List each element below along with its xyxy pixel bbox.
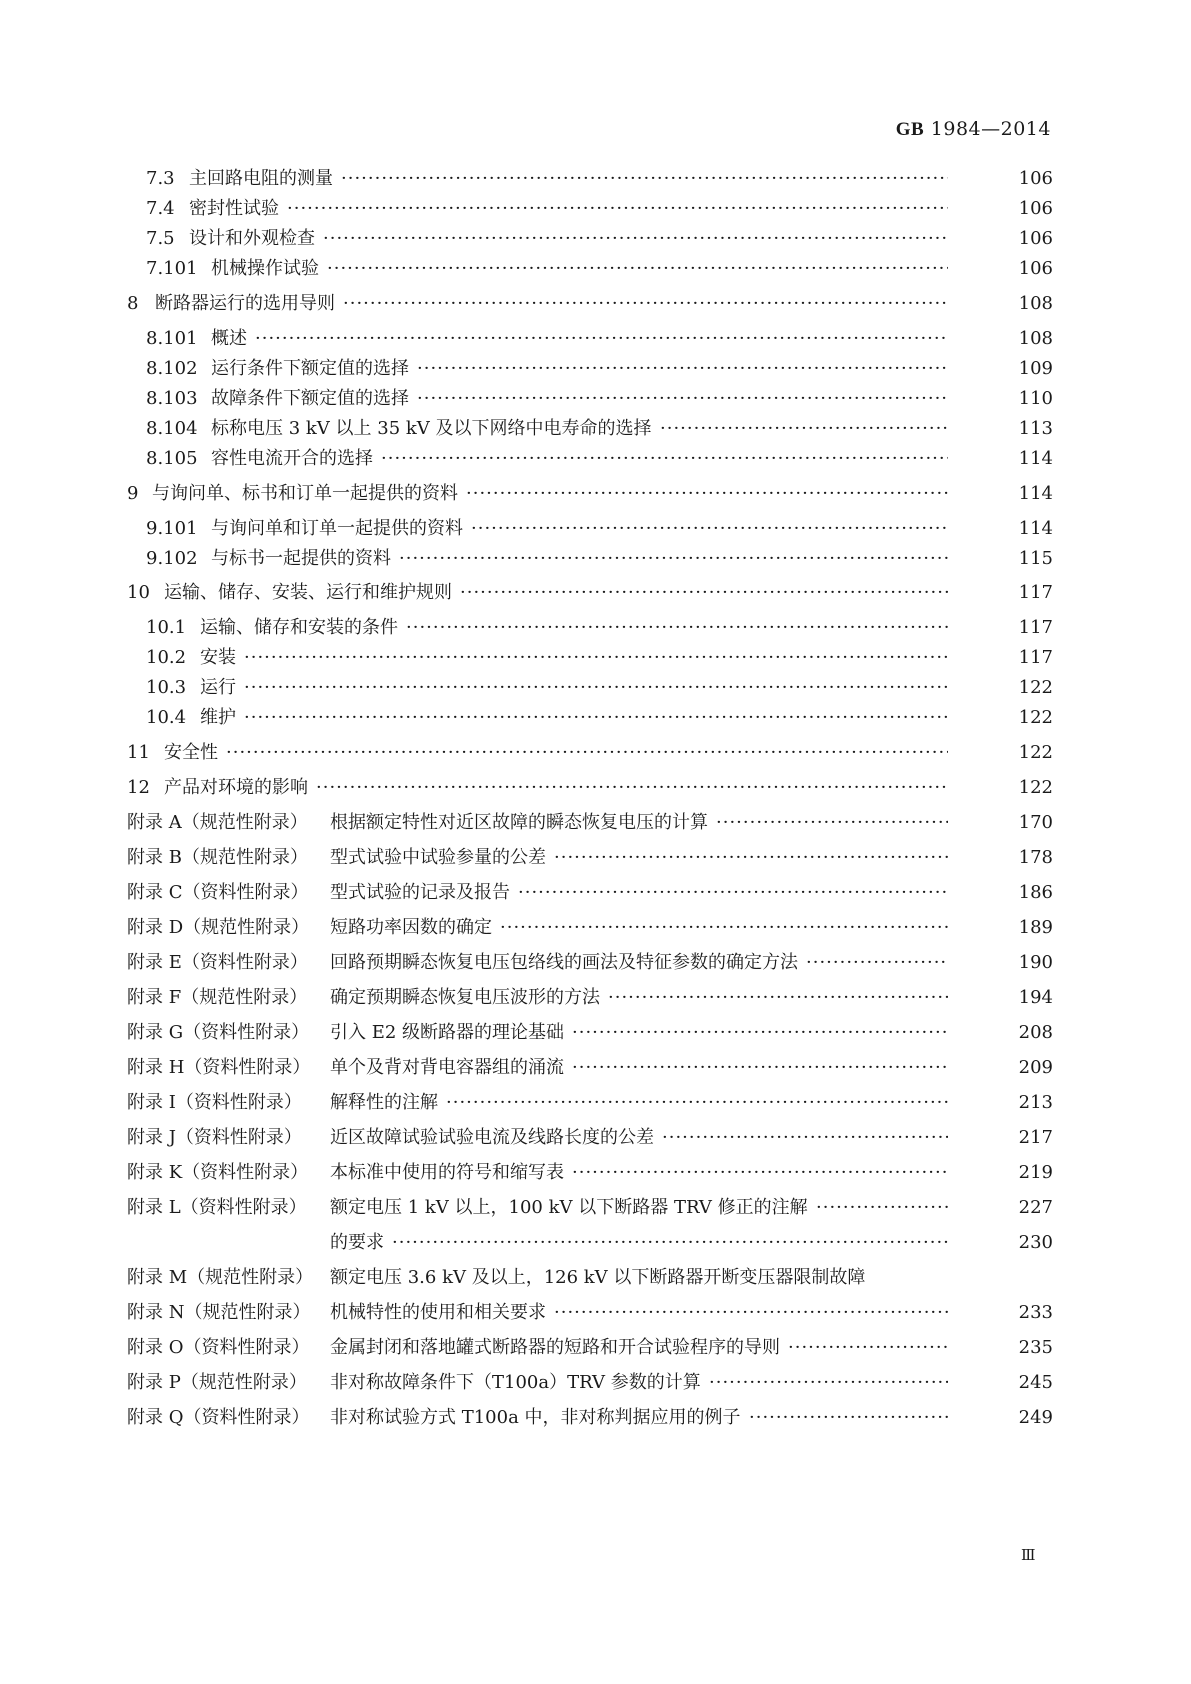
toc-entry[interactable]	[0, 1123, 1191, 1153]
toc-entry-page: 114	[1018, 483, 1053, 504]
leader-dots	[327, 254, 948, 284]
toc-entry[interactable]	[0, 444, 1191, 474]
toc-entry[interactable]	[0, 479, 1191, 509]
toc-entry-number: 附录 L（资料性附录）	[127, 1197, 307, 1218]
toc-entry-title: 维护	[200, 707, 236, 728]
toc-entry-number: 附录 B（规范性附录）	[127, 847, 308, 868]
toc-entry-number: 10.1	[146, 617, 187, 638]
leader-dots	[417, 384, 948, 414]
leader-dots	[406, 613, 948, 643]
leader-dots	[709, 1368, 948, 1398]
leader-dots	[417, 354, 948, 384]
toc-entry[interactable]	[0, 544, 1191, 574]
toc-entry-number: 10.2	[146, 647, 187, 668]
toc-entry-page: 213	[1018, 1092, 1053, 1113]
standard-prefix: GB	[895, 119, 925, 140]
toc-entry-title: 容性电流开合的选择	[211, 448, 373, 469]
toc-entry[interactable]	[0, 673, 1191, 703]
toc-entry-number: 附录 Q（资料性附录）	[127, 1407, 310, 1428]
toc-entry-page: 106	[1018, 198, 1053, 219]
toc-entry-title: 运行	[200, 677, 236, 698]
toc-entry[interactable]	[0, 324, 1191, 354]
toc-entry-page: 230	[1018, 1232, 1053, 1253]
toc-entry-page: 122	[1018, 777, 1053, 798]
page-number: Ⅲ	[1021, 1546, 1036, 1564]
toc-entry-number: 8	[127, 293, 139, 314]
standard-number: 1984—2014	[930, 118, 1051, 140]
toc-entry[interactable]	[0, 643, 1191, 673]
toc-entry-page: 113	[1018, 418, 1053, 439]
toc-entry-title: 与询问单和订单一起提供的资料	[211, 518, 463, 539]
toc-entry[interactable]	[0, 1053, 1191, 1083]
toc-entry-title: 运行条件下额定值的选择	[211, 358, 409, 379]
leader-dots	[816, 1193, 948, 1223]
toc-entry-number: 附录 F（规范性附录）	[127, 987, 308, 1008]
toc-entry-page: 106	[1018, 228, 1053, 249]
toc-entry-title: 密封性试验	[189, 198, 279, 219]
toc-entry-number: 附录 E（资料性附录）	[127, 952, 308, 973]
leader-dots	[460, 578, 948, 608]
leader-dots	[323, 224, 948, 254]
toc-entry-number: 9.102	[146, 548, 198, 569]
toc-entry-number: 7.5	[146, 228, 175, 249]
toc-entry[interactable]	[0, 878, 1191, 908]
toc-entry[interactable]	[0, 1088, 1191, 1118]
toc-entry-title: 额定电压 1 kV 以上，100 kV 以下断路器 TRV 修正的注解	[330, 1197, 808, 1218]
toc-entry-number: 附录 K（资料性附录）	[127, 1162, 309, 1183]
toc-entry-title: 解释性的注解	[330, 1092, 438, 1113]
toc-entry-title: 故障条件下额定值的选择	[211, 388, 409, 409]
toc-entry-page: 110	[1018, 388, 1053, 409]
toc-entry-page: 114	[1018, 448, 1053, 469]
toc-entry-title: 单个及背对背电容器组的涌流	[330, 1057, 564, 1078]
toc-entry-title: 引入 E2 级断路器的理论基础	[330, 1022, 565, 1043]
toc-entry-page: 189	[1018, 917, 1053, 938]
toc-entry-page: 245	[1018, 1372, 1053, 1393]
toc-entry[interactable]	[0, 703, 1191, 733]
leader-dots	[381, 444, 948, 474]
toc-entry-page: 170	[1018, 812, 1053, 833]
toc-entry-page: 209	[1018, 1057, 1053, 1078]
leader-dots	[806, 948, 948, 978]
leader-dots	[572, 1053, 948, 1083]
toc-entry-title: 确定预期瞬态恢复电压波形的方法	[330, 987, 600, 1008]
toc-entry-page: 249	[1018, 1407, 1053, 1428]
toc-entry-number: 8.101	[146, 328, 198, 349]
toc-entry-page: 122	[1018, 707, 1053, 728]
toc-entry-page: 117	[1018, 647, 1053, 668]
toc-entry-number: 7.4	[146, 198, 175, 219]
toc-entry-page: 108	[1018, 328, 1053, 349]
toc-entry[interactable]	[0, 254, 1191, 284]
toc-entry[interactable]	[0, 1193, 1191, 1223]
leader-dots	[749, 1403, 948, 1433]
toc-entry-number: 7.101	[146, 258, 198, 279]
toc-entry-title: 短路功率因数的确定	[330, 917, 492, 938]
toc-entry-page: 108	[1018, 293, 1053, 314]
toc-entry[interactable]	[0, 738, 1191, 768]
leader-dots	[392, 1228, 948, 1258]
toc-entry-title-continued: 的要求	[330, 1232, 384, 1253]
toc-entry-number: 附录 M（规范性附录）	[127, 1267, 314, 1288]
toc-entry-number: 8.104	[146, 418, 198, 439]
toc-entry-number: 附录 N（规范性附录）	[127, 1302, 311, 1323]
toc-entry[interactable]	[0, 948, 1191, 978]
leader-dots	[341, 164, 948, 194]
standard-code	[896, 118, 1051, 141]
toc-entry-title: 型式试验的记录及报告	[330, 882, 510, 903]
toc-entry-page: 194	[1018, 987, 1053, 1008]
toc-entry-title: 产品对环境的影响	[164, 777, 308, 798]
leader-dots	[466, 479, 948, 509]
toc-entry-number: 10	[127, 582, 150, 603]
toc-entry-number: 12	[127, 777, 150, 798]
toc-entry[interactable]	[0, 1298, 1191, 1328]
leader-dots	[244, 703, 948, 733]
toc-entry[interactable]	[0, 773, 1191, 803]
toc-entry-page: 106	[1018, 258, 1053, 279]
toc-entry-page: 219	[1018, 1162, 1053, 1183]
toc-entry-number: 11	[127, 742, 150, 763]
leader-dots	[255, 324, 948, 354]
leader-dots	[716, 808, 948, 838]
toc-entry-number: 8.102	[146, 358, 198, 379]
toc-entry-title: 回路预期瞬态恢复电压包络线的画法及特征参数的确定方法	[330, 952, 798, 973]
toc-entry[interactable]	[0, 289, 1191, 319]
toc-entry-page: 106	[1018, 168, 1053, 189]
toc-entry-title: 安装	[200, 647, 236, 668]
toc-entry[interactable]	[0, 578, 1191, 608]
toc-entry-title: 运输、储存、安装、运行和维护规则	[164, 582, 452, 603]
toc-entry-number: 7.3	[146, 168, 175, 189]
leader-dots	[662, 1123, 948, 1153]
toc-entry-page: 109	[1018, 358, 1053, 379]
toc-entry-number: 附录 P（规范性附录）	[127, 1372, 307, 1393]
toc-entry-title: 额定电压 3.6 kV 及以上，126 kV 以下断路器开断变压器限制故障	[330, 1267, 866, 1288]
toc-entry-page: 217	[1018, 1127, 1053, 1148]
toc-entry-title: 近区故障试验试验电流及线路长度的公差	[330, 1127, 654, 1148]
toc-entry-number: 10.4	[146, 707, 187, 728]
toc-entry-page: 117	[1018, 617, 1053, 638]
toc-entry-title: 金属封闭和落地罐式断路器的短路和开合试验程序的导则	[330, 1337, 780, 1358]
toc-entry-page: 235	[1018, 1337, 1053, 1358]
toc-entry[interactable]	[0, 913, 1191, 943]
toc-entry[interactable]	[0, 414, 1191, 444]
toc-entry-page: 233	[1018, 1302, 1053, 1323]
leader-dots	[287, 194, 948, 224]
toc-entry-page: 114	[1018, 518, 1053, 539]
toc-entry-title: 安全性	[164, 742, 218, 763]
leader-dots	[608, 983, 948, 1013]
toc-entry-number: 附录 J（资料性附录）	[127, 1127, 302, 1148]
toc-entry-number: 9	[127, 483, 139, 504]
toc-entry-number: 8.105	[146, 448, 198, 469]
toc-entry-number: 附录 D（规范性附录）	[127, 917, 310, 938]
leader-dots	[244, 643, 948, 673]
toc-entry[interactable]	[0, 1333, 1191, 1363]
toc-entry-page: 208	[1018, 1022, 1053, 1043]
toc-entry-title: 机械特性的使用和相关要求	[330, 1302, 546, 1323]
toc-entry[interactable]	[0, 1368, 1191, 1398]
toc-entry-title: 本标准中使用的符号和缩写表	[330, 1162, 564, 1183]
toc-entry-title: 运输、储存和安装的条件	[200, 617, 398, 638]
toc-entry-title: 型式试验中试验参量的公差	[330, 847, 546, 868]
leader-dots	[446, 1088, 948, 1118]
toc-entry-page: 115	[1018, 548, 1053, 569]
toc-entry-number: 附录 I（资料性附录）	[127, 1092, 302, 1113]
toc-entry-title: 机械操作试验	[211, 258, 319, 279]
toc-entry[interactable]	[0, 514, 1191, 544]
toc-entry-number: 附录 A（规范性附录）	[127, 812, 308, 833]
toc-entry[interactable]	[0, 808, 1191, 838]
toc-entry-number: 附录 H（资料性附录）	[127, 1057, 311, 1078]
leader-dots	[244, 673, 948, 703]
toc-entry-title: 与标书一起提供的资料	[211, 548, 391, 569]
toc-entry-page: 117	[1018, 582, 1053, 603]
toc-entry-page: 122	[1018, 677, 1053, 698]
leader-dots	[788, 1333, 948, 1363]
toc-entry-number: 附录 G（资料性附录）	[127, 1022, 310, 1043]
toc-entry-title: 标称电压 3 kV 以上 35 kV 及以下网络中电寿命的选择	[211, 418, 652, 439]
leader-dots	[572, 1158, 948, 1188]
toc-entry-title: 与询问单、标书和订单一起提供的资料	[152, 483, 458, 504]
toc-entry[interactable]	[0, 384, 1191, 414]
toc-entry[interactable]	[0, 613, 1191, 643]
leader-dots	[572, 1018, 948, 1048]
leader-dots	[500, 913, 948, 943]
toc-entry-first-line	[0, 1263, 1191, 1293]
leader-dots	[471, 514, 948, 544]
toc-entry[interactable]	[0, 164, 1191, 194]
toc-entry-title: 断路器运行的选用导则	[155, 293, 335, 314]
toc-entry[interactable]	[0, 1403, 1191, 1433]
toc-entry-number: 9.101	[146, 518, 198, 539]
leader-dots	[554, 1298, 948, 1328]
toc-entry[interactable]	[0, 983, 1191, 1013]
toc-entry-number: 附录 O（资料性附录）	[127, 1337, 310, 1358]
leader-dots	[343, 289, 948, 319]
leader-dots	[226, 738, 948, 768]
toc-entry-number: 8.103	[146, 388, 198, 409]
toc-entry-number: 附录 C（资料性附录）	[127, 882, 309, 903]
toc-entry-page: 227	[1018, 1197, 1053, 1218]
toc-entry[interactable]	[0, 194, 1191, 224]
toc-entry[interactable]	[0, 1228, 1191, 1258]
toc-entry-page: 186	[1018, 882, 1053, 903]
toc-entry-title: 根据额定特性对近区故障的瞬态恢复电压的计算	[330, 812, 708, 833]
leader-dots	[399, 544, 948, 574]
toc-entry-number: 10.3	[146, 677, 187, 698]
toc-entry[interactable]	[0, 843, 1191, 873]
toc-entry-title: 非对称试验方式 T100a 中，非对称判据应用的例子	[330, 1407, 741, 1428]
toc-entry[interactable]	[0, 224, 1191, 254]
toc-entry[interactable]	[0, 1158, 1191, 1188]
leader-dots	[554, 843, 948, 873]
leader-dots	[660, 414, 948, 444]
toc-entry-page: 122	[1018, 742, 1053, 763]
leader-dots	[518, 878, 948, 908]
toc-entry-title: 概述	[211, 328, 247, 349]
toc-entry-title: 设计和外观检查	[189, 228, 315, 249]
toc-entry[interactable]	[0, 1018, 1191, 1048]
toc-entry-title: 非对称故障条件下（T100a）TRV 参数的计算	[330, 1372, 701, 1393]
toc-entry-title: 主回路电阻的测量	[189, 168, 333, 189]
toc-entry[interactable]	[0, 354, 1191, 384]
toc-entry-page: 178	[1018, 847, 1053, 868]
toc-entry-page: 190	[1018, 952, 1053, 973]
leader-dots	[316, 773, 948, 803]
